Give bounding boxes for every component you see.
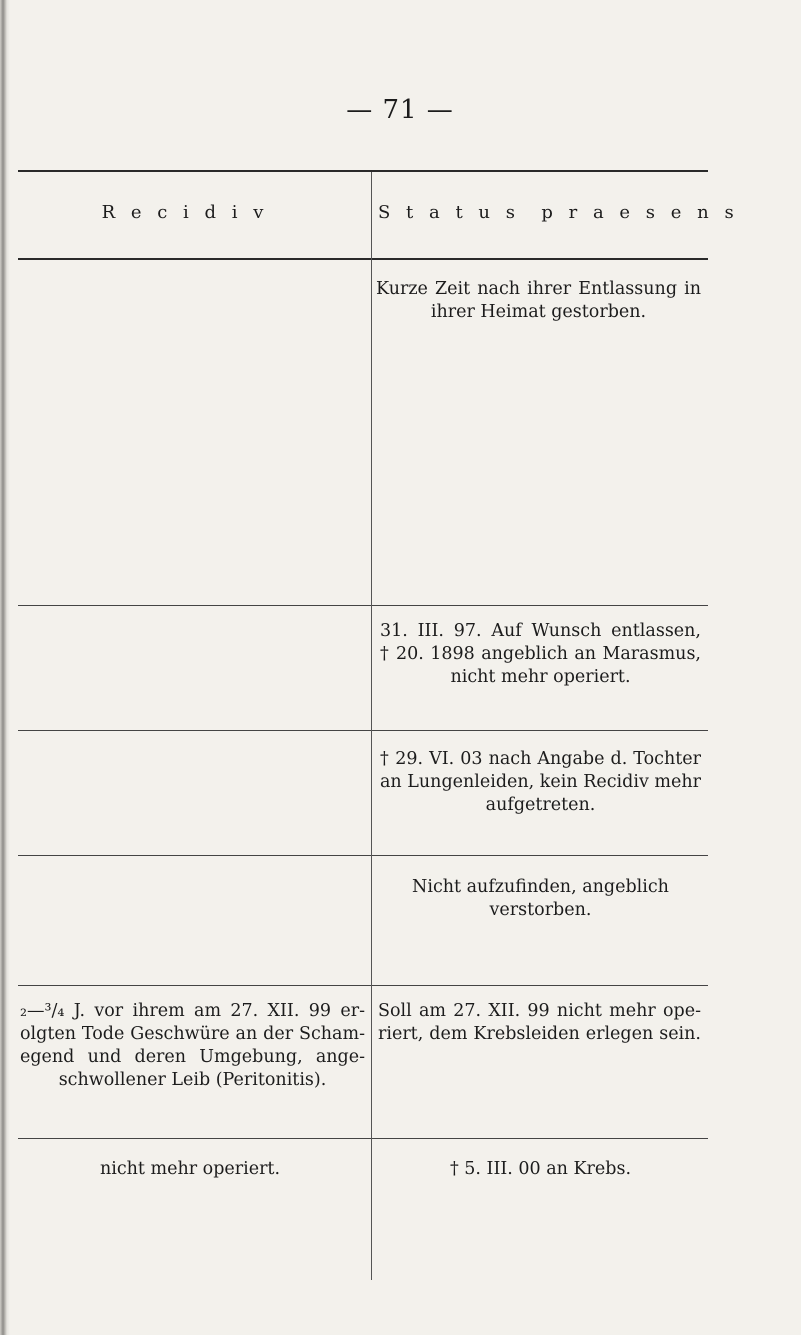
- status-cell-row-5: [378, 1000, 701, 1046]
- text-line: nicht mehr operiert.: [99, 1159, 281, 1179]
- column-divider: [371, 172, 372, 1280]
- row-separator: [18, 605, 708, 606]
- book-binding-edge: [0, 0, 10, 1335]
- text-line: Soll am 27. XII. 99 nicht mehr ope-: [378, 1001, 701, 1021]
- text-line: egend und deren Umgebung, ange-: [20, 1047, 365, 1067]
- text-line: † 20. 1898 angeblich an Marasmus,: [380, 644, 701, 664]
- column-header-status-praesens: S t a t u s p r a e s e n s: [378, 202, 739, 223]
- text-line: riert, dem Krebsleiden erlegen sein.: [378, 1024, 701, 1044]
- text-line: an Lungenleiden, kein Recidiv mehr: [380, 772, 701, 792]
- recidiv-cell-row-6: [40, 1158, 340, 1181]
- text-line: nicht mehr operiert.: [450, 667, 631, 687]
- table-top-rule: [18, 170, 708, 172]
- row-separator: [18, 985, 708, 986]
- header-bottom-rule: [18, 258, 708, 260]
- status-cell-row-3: [380, 748, 701, 817]
- text-line: verstorben.: [489, 900, 592, 920]
- status-cell-row-2: [380, 620, 701, 689]
- text-line: aufgetreten.: [485, 795, 596, 815]
- text-line: ₂—³/₄ J. vor ihrem am 27. XII. 99 er-: [20, 1001, 365, 1021]
- page-number: — 71 —: [346, 95, 454, 125]
- status-cell-row-6: [380, 1158, 701, 1181]
- row-separator: [18, 730, 708, 731]
- text-line: Nicht aufzufinden, angeblich: [412, 877, 669, 897]
- row-separator: [18, 855, 708, 856]
- status-cell-row-4: [380, 876, 701, 922]
- status-cell-row-1: [376, 278, 701, 324]
- recidiv-cell-row-5: [20, 1000, 365, 1092]
- text-line: † 5. III. 00 an Krebs.: [449, 1159, 632, 1179]
- row-separator: [18, 1138, 708, 1139]
- text-line: † 29. VI. 03 nach Angabe d. Tochter: [380, 749, 701, 769]
- column-header-recidiv: R e c i d i v: [101, 202, 269, 223]
- text-line: schwollener Leib (Peritonitis).: [58, 1070, 327, 1090]
- text-line: olgten Tode Geschwüre an der Scham-: [20, 1024, 365, 1044]
- text-line: ihrer Heimat gestorben.: [430, 302, 647, 322]
- text-line: Kurze Zeit nach ihrer Entlassung in: [376, 279, 701, 299]
- text-line: 31. III. 97. Auf Wunsch entlassen,: [380, 621, 701, 641]
